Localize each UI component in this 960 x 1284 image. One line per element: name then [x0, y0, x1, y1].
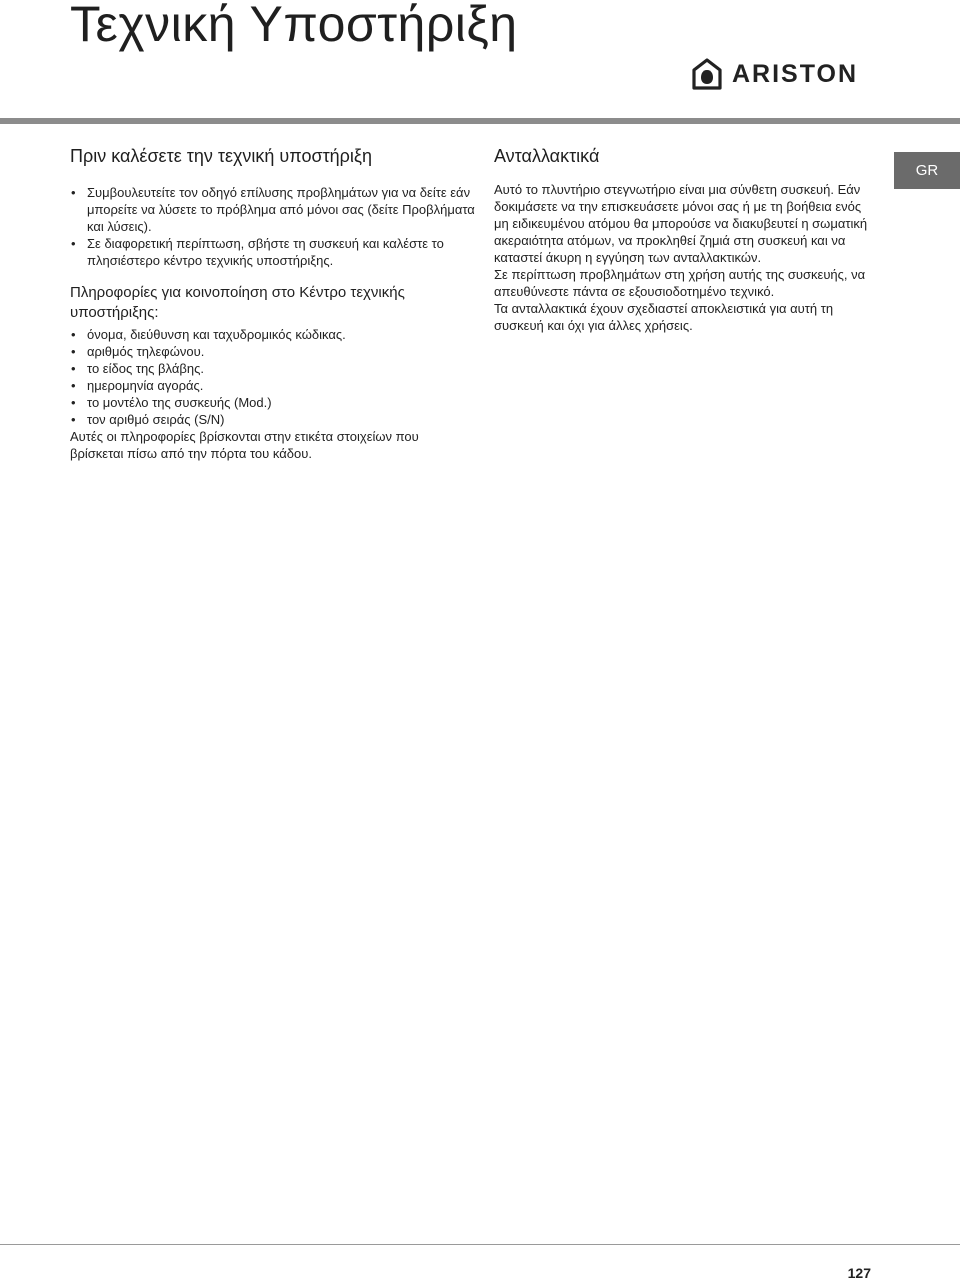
list-item: • Συμβουλευτείτε τον οδηγό επίλυσης προβλημάτων για να δείτε εάν μπορείτε να λύσετε το πρόβλημα από μόνοι σας (δείτε Προβλήματα και λύσεις).	[71, 185, 475, 234]
left-column	[70, 143, 475, 462]
list-item: • το μοντέλο της συσκευής (Mod.)	[71, 395, 272, 410]
language-tab: GR	[894, 152, 960, 189]
ariston-house-logo-icon	[692, 58, 722, 90]
spare-parts-heading: Ανταλλακτικά	[494, 146, 600, 166]
spare-parts-paragraph: Αυτό το πλυντήριο στεγνωτήριο είναι μια σύνθετη συσκευή. Εάν δοκιμάσετε να την επισκευάσετε μόνοι σας ή με τη βοήθεια ενός μη ειδικευμένου ατόμου θα μπορούσε να διακυβευτεί η σωματική ακεραιότητα ατόμων, να προκληθεί ζημιά στη συσκευή και να καταστεί άκυρη η εγγύηση των ανταλλακτικών.	[494, 182, 868, 265]
list-item: • όνομα, διεύθυνση και ταχυδρομικός κώδικας.	[71, 327, 346, 342]
list-item: • το είδος της βλάβης.	[71, 361, 204, 376]
spare-parts-paragraph: Τα ανταλλακτικά έχουν σχεδιαστεί αποκλειστικά για αυτή τη συσκευή και όχι για άλλες χρήσεις.	[494, 301, 834, 333]
list-item: • ημερομηνία αγοράς.	[71, 378, 204, 393]
footer-divider	[0, 1244, 960, 1245]
header-divider	[0, 118, 960, 124]
page-title: Τεχνική Υποστήριξη	[70, 0, 518, 52]
info-heading: Πληροφορίες για κοινοποίηση στο Κέντρο τεχνικής υποστήριξης:	[70, 284, 405, 321]
label-location-text: Αυτές οι πληροφορίες βρίσκονται στην ετικέτα στοιχείων που βρίσκεται πίσω από την πόρτα του κάδου.	[70, 429, 419, 461]
right-column	[494, 143, 879, 334]
before-calling-heading: Πριν καλέσετε την τεχνική υποστήριξη	[70, 146, 372, 166]
info-list	[70, 326, 475, 428]
brand-logo	[692, 58, 858, 90]
before-calling-list	[70, 184, 475, 269]
brand-name: ARISTON	[732, 60, 859, 88]
list-item: • Σε διαφορετική περίπτωση, σβήστε τη συσκευή και καλέστε το πλησιέστερο κέντρο τεχνικής υποστήριξης.	[71, 236, 444, 268]
list-item: • τον αριθμό σειράς (S/N)	[71, 412, 225, 427]
spare-parts-paragraph: Σε περίπτωση προβλημάτων στη χρήση αυτής της συσκευής, να απευθύνεστε πάντα σε εξουσιοδοτημένο τεχνικό.	[494, 267, 866, 299]
list-item: • αριθμός τηλεφώνου.	[71, 344, 205, 359]
page-number: 127	[847, 1265, 871, 1281]
